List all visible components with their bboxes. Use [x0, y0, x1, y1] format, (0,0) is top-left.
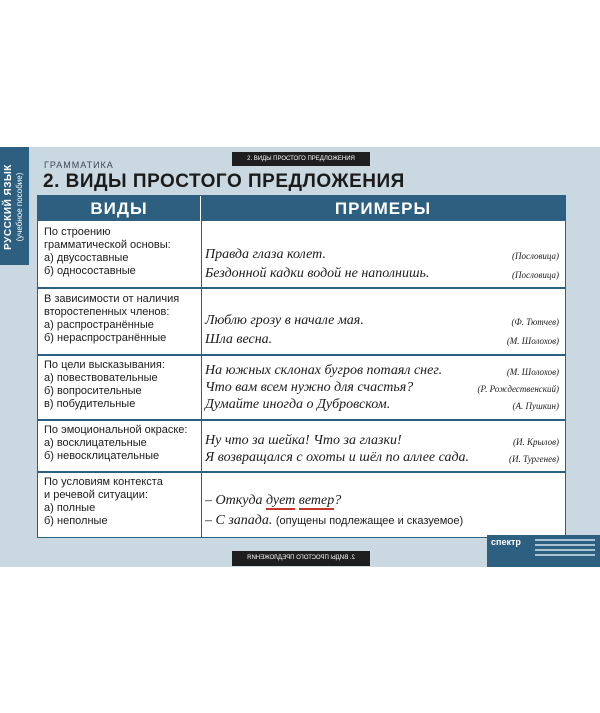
example-sentence: Правда глаза колет.: [205, 247, 326, 262]
side-label: [3, 164, 25, 250]
example-source: (Пословица): [511, 270, 559, 280]
table-row: [38, 473, 565, 537]
category-line: По эмоциональной окраске:: [44, 424, 188, 436]
example-sentence: Бездонной кадки водой не наполнишь.: [205, 266, 430, 281]
table-row: [38, 221, 565, 287]
row-category: [44, 226, 171, 278]
row-category: [44, 424, 187, 463]
example-sentence: Что вам всем нужно для счастья?: [205, 380, 414, 395]
example-sentence: Люблю грозу в начале мая.: [205, 313, 364, 328]
table-row: [38, 289, 565, 354]
category-line: в) побудительные: [44, 398, 136, 410]
example-source: (М. Шолохов): [506, 367, 559, 377]
category-line: По цели высказывания:: [44, 359, 165, 371]
top-label: 2. ВИДЫ ПРОСТОГО ПРЕДЛОЖЕНИЯ: [232, 152, 370, 166]
section-label: ГРАММАТИКА: [44, 160, 114, 170]
example-source: (И. Крылов): [512, 437, 559, 447]
category-line: а) распространённые: [44, 319, 154, 331]
row-category: [44, 359, 165, 411]
category-line: б) односоставные: [44, 265, 136, 277]
category-line: б) нераспространённые: [44, 332, 167, 344]
side-label-note: (учебное пособие): [15, 172, 24, 242]
category-line: б) неполные: [44, 515, 108, 527]
category-line: а) повествовательные: [44, 372, 158, 384]
category-line: По строению: [44, 226, 111, 238]
side-label-subject: РУССКИЙ ЯЗЫК: [3, 164, 14, 250]
page-title: 2. ВИДЫ ПРОСТОГО ПРЕДЛОЖЕНИЯ: [43, 171, 405, 192]
logo-text: спектр: [491, 537, 521, 547]
category-line: второстепенных членов:: [44, 306, 170, 318]
row-category: [44, 293, 179, 345]
dialog-line-1: [205, 493, 560, 509]
dialog-line-2: [205, 513, 560, 529]
example-sentence: На южных склонах бугров потаял снег.: [205, 363, 443, 378]
category-line: а) восклицательные: [44, 437, 147, 449]
dialog-text: – Откуда: [205, 493, 267, 508]
poster: [0, 147, 600, 567]
types-table: [37, 195, 566, 538]
dialog-note: (опущены подлежащее и сказуемое): [275, 515, 464, 527]
header-examples: ПРИМЕРЫ: [334, 199, 432, 218]
example-source: (Ф. Тютчев): [511, 317, 559, 327]
header-types: ВИДЫ: [38, 196, 201, 221]
example-source: (И. Тургенев): [508, 454, 559, 464]
category-line: б) невосклицательные: [44, 450, 160, 462]
row-category: [44, 476, 163, 528]
table-row: [38, 421, 565, 471]
example-sentence: Думайте иногда о Дубровском.: [205, 397, 391, 412]
logo-fine-print: [535, 539, 595, 559]
example-source: (М. Шолохов): [506, 336, 559, 346]
example-source: (А. Пушкин): [512, 401, 559, 411]
example-source: (Р. Рождественский): [477, 384, 559, 394]
dialog-text: ?: [334, 493, 342, 508]
example-sentence: Я возвращался с охоты и шёл по аллее сада.: [205, 450, 470, 465]
category-line: В зависимости от наличия: [44, 293, 180, 305]
category-line: и речевой ситуации:: [44, 489, 148, 501]
category-line: а) двусоставные: [44, 252, 129, 264]
category-line: По условиям контекста: [44, 476, 163, 488]
category-line: б) вопросительные: [44, 385, 142, 397]
publisher-logo: [487, 535, 600, 567]
underlined-predicate: дует: [266, 493, 296, 508]
bottom-label: 2. ВИДЫ ПРОСТОГО ПРЕДЛОЖЕНИЯ: [232, 551, 370, 566]
example-sentence: Шла весна.: [205, 332, 273, 347]
side-strip: [0, 147, 29, 265]
example-sentence: Ну что за шейка! Что за глазки!: [205, 433, 402, 448]
table-header: [38, 196, 565, 221]
dialog-text: – С запада.: [205, 513, 273, 528]
underlined-subject: ветер: [298, 493, 335, 508]
category-line: грамматической основы:: [44, 239, 171, 251]
category-line: а) полные: [44, 502, 96, 514]
table-row: [38, 356, 565, 419]
example-source: (Пословица): [511, 251, 559, 261]
